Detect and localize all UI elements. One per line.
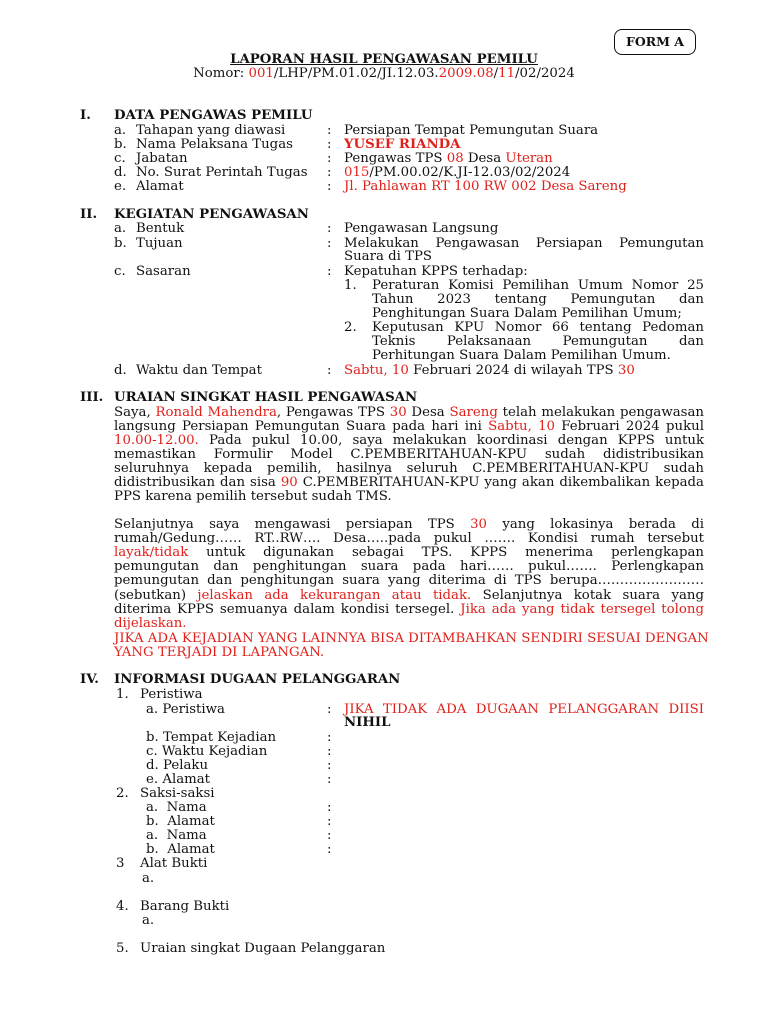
list-number: 1. [344, 278, 357, 293]
tujuan-value-line1: Melakukan Pengawasan Persiapan Pemungutan [344, 236, 704, 251]
colon: : [327, 137, 332, 152]
item-number: 5. [116, 941, 129, 956]
row-letter: b. Alamat [146, 814, 215, 829]
row-label: Tahapan yang diawasi [136, 123, 286, 138]
list-number: 2. [344, 320, 357, 335]
row-letter: a. Nama [146, 800, 207, 815]
form-badge: FORM A [614, 29, 696, 55]
row-letter: a. [114, 221, 127, 236]
alamat-value: Jl. Pahlawan RT 100 RW 002 Desa Sareng [344, 179, 627, 194]
paragraph-line: Saya, Ronald Mahendra, Pengawas TPS 30 Desa Sareng telah melakukan pengawasan [114, 405, 704, 420]
paragraph-line: seluruhnya kepada pemilih, hasilnya seluruh C.PEMBERITAHUAN-KPU sudah [114, 461, 704, 476]
row-letter: d. [114, 165, 127, 180]
paragraph-line: didistribusikan dan sisa 90 C.PEMBERITAHUAN-KPU yang akan dikembalikan kepada [114, 475, 704, 490]
surat-tugas-value: 015/PM.00.02/K.JI-12.03/02/2024 [344, 165, 571, 180]
row-letter: d. [114, 363, 127, 378]
paragraph-line: Selanjutnya saya mengawasi persiapan TPS 30 yang lokasinya berada di [114, 517, 704, 532]
sasaran-value: Kepatuhan KPPS terhadap: [344, 264, 528, 279]
row-label: No. Surat Perintah Tugas [136, 165, 308, 180]
section-heading: INFORMASI DUGAAN PELANGGARAN [114, 672, 401, 687]
row-letter: b. [114, 137, 127, 152]
colon: : [327, 151, 332, 166]
paragraph-line: YANG TERJADI DI LAPANGAN. [114, 645, 325, 660]
item-number: 2. [116, 786, 129, 801]
item-number: 1. [116, 687, 129, 702]
row-letter: d. Pelaku [146, 758, 209, 773]
bentuk-value: Pengawasan Langsung [344, 221, 499, 236]
colon: : [327, 730, 332, 745]
colon: : [327, 842, 332, 857]
row-letter: e. Alamat [146, 772, 211, 787]
paragraph-line: pemungutan dan penghitungan suara yang diterima di TPS berupa…………………… [114, 573, 704, 588]
paragraph-line: JIKA ADA KEJADIAN YANG LAINNYA BISA DITAMBAHKAN SENDIRI SESUAI DENGAN [114, 631, 709, 646]
row-letter: b. [114, 236, 127, 251]
colon: : [327, 800, 332, 815]
section-roman: I. [80, 108, 91, 123]
paragraph-line: memastikan Formulir Model C.PEMBERITAHUAN-KPU sudah didistribusikan [114, 447, 704, 462]
peristiwa-note-nihil: NIHIL [344, 715, 391, 730]
paragraph-line: rumah/Gedung…… RT..RW…. Desa…..pada pukul ……. Kondisi rumah tersebut [114, 531, 704, 546]
section-heading: DATA PENGAWAS PEMILU [114, 108, 313, 123]
item-label: Alat Bukti [140, 856, 208, 871]
colon: : [327, 236, 332, 251]
nama-value: YUSEF RIANDA [344, 137, 461, 152]
row-label: Nama Pelaksana Tugas [136, 137, 293, 152]
section-roman: IV. [80, 672, 99, 687]
row-letter: a. Nama [146, 828, 207, 843]
colon: : [327, 828, 332, 843]
peristiwa-note: JIKA TIDAK ADA DUGAAN PELANGGARAN DIISI [344, 702, 704, 717]
colon: : [327, 363, 332, 378]
colon: : [327, 165, 332, 180]
colon: : [327, 758, 332, 773]
row-label: Bentuk [136, 221, 185, 236]
row-label: Sasaran [136, 264, 191, 279]
row-letter: b. Alamat [146, 842, 215, 857]
row-letter: a. [142, 871, 155, 886]
row-letter: c. Waktu Kejadian [146, 744, 268, 759]
row-label: Jabatan [136, 151, 188, 166]
item-label: Peristiwa [140, 687, 203, 702]
paragraph-line: layak/tidak untuk digunakan sebagai TPS. KPPS menerima perlengkapan [114, 545, 704, 560]
list-item-line: Perhitungan Suara Dalam Pemilihan Umum. [372, 348, 671, 363]
section-roman: III. [80, 390, 104, 405]
colon: : [327, 123, 332, 138]
paragraph-line: pemungutan dan penghitungan suara pada hari…… pukul……. Perlengkapan [114, 559, 704, 574]
tahapan-value: Persiapan Tempat Pemungutan Suara [344, 123, 599, 138]
colon: : [327, 814, 332, 829]
row-label: Tujuan [136, 236, 183, 251]
waktu-value: Sabtu, 10 Februari 2024 di wilayah TPS 30 [344, 363, 635, 378]
colon: : [327, 221, 332, 236]
section-heading: KEGIATAN PENGAWASAN [114, 207, 309, 222]
item-label: Uraian singkat Dugaan Pelanggaran [140, 941, 386, 956]
item-number: 3 [116, 856, 125, 871]
item-label: Saksi-saksi [140, 786, 215, 801]
row-letter: b. Tempat Kejadian [146, 730, 277, 745]
row-letter: a. [142, 913, 155, 928]
list-item-line: Teknis Pelaksanaan Pemungutan dan [372, 334, 704, 349]
colon: : [327, 772, 332, 787]
paragraph-line: PPS karena pemilih tersebut sudah TMS. [114, 489, 392, 504]
document-number: Nomor: 001/LHP/PM.01.02/JI.12.03.2009.08/11/02/2024 [193, 66, 575, 81]
row-letter: c. [114, 264, 126, 279]
jabatan-value: Pengawas TPS 08 Desa Uteran [344, 151, 553, 166]
list-item-line: Tahun 2023 tentang Pemungutan dan [372, 292, 704, 307]
row-letter: a. [114, 123, 127, 138]
colon: : [327, 179, 332, 194]
colon: : [327, 744, 332, 759]
colon: : [327, 702, 332, 717]
colon: : [327, 264, 332, 279]
paragraph-line: diterima KPPS semuanya dalam kondisi tersegel. Jika ada yang tidak tersegel tolong [114, 602, 704, 617]
paragraph-line: 10.00-12.00. Pada pukul 10.00, saya melakukan koordinasi dengan KPPS untuk [114, 433, 704, 448]
row-letter: a. Peristiwa [146, 702, 225, 717]
list-item-line: Penghitungan Suara Dalam Pemilihan Umum; [372, 306, 682, 321]
tujuan-value-line2: Suara di TPS [344, 249, 433, 264]
item-label: Barang Bukti [140, 899, 230, 914]
row-label: Waktu dan Tempat [136, 363, 262, 378]
item-number: 4. [116, 899, 129, 914]
row-letter: e. [114, 179, 127, 194]
list-item-line: Keputusan KPU Nomor 66 tentang Pedoman [372, 320, 704, 335]
section-roman: II. [80, 207, 98, 222]
paragraph-line: langsung Persiapan Pemungutan Suara pada hari ini Sabtu, 10 Februari 2024 pukul [114, 419, 704, 434]
paragraph-line: dijelaskan. [114, 616, 187, 631]
list-item-line: Peraturan Komisi Pemilihan Umum Nomor 25 [372, 278, 704, 293]
paragraph-line: (sebutkan) jelaskan ada kekurangan atau tidak. Selanjutnya kotak suara yang [114, 588, 704, 603]
document-title: LAPORAN HASIL PENGAWASAN PEMILU [230, 52, 538, 67]
row-letter: c. [114, 151, 126, 166]
section-heading: URAIAN SINGKAT HASIL PENGAWASAN [114, 390, 418, 405]
row-label: Alamat [136, 179, 184, 194]
